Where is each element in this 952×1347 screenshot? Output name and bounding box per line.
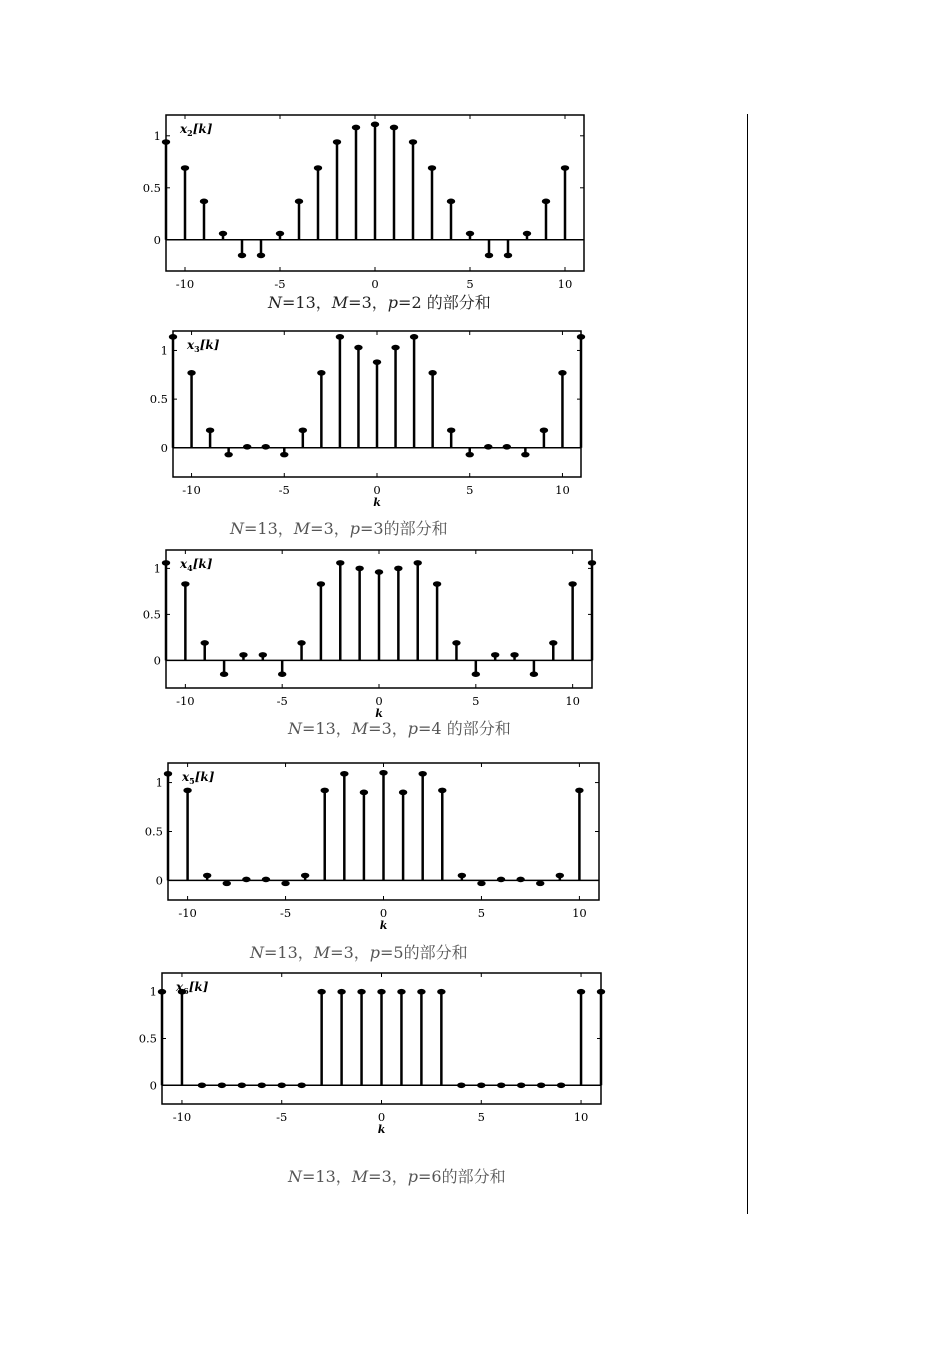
x-tick-label: 10 bbox=[572, 906, 587, 920]
stem-marker bbox=[243, 444, 251, 450]
stem-marker bbox=[410, 334, 418, 340]
stem-marker bbox=[485, 253, 493, 259]
y-tick-label: 0.5 bbox=[149, 392, 168, 407]
stem-marker bbox=[336, 334, 344, 340]
stem-marker bbox=[317, 581, 325, 587]
y-tick-label: 0.5 bbox=[144, 824, 163, 839]
stem-marker bbox=[497, 1082, 505, 1088]
x-tick-label: 0 bbox=[373, 483, 381, 497]
stem-marker bbox=[537, 1082, 545, 1088]
x-tick-label: 5 bbox=[472, 694, 480, 708]
x-tick-label: 0 bbox=[371, 277, 379, 291]
stem-marker bbox=[280, 452, 288, 458]
series-label: $x_3[k]$ bbox=[187, 338, 220, 354]
x-tick-label: 5 bbox=[477, 1110, 485, 1124]
x-tick-label: 10 bbox=[557, 277, 573, 291]
stem-marker bbox=[183, 788, 191, 794]
stem-marker bbox=[391, 345, 399, 351]
x-tick-label: -10 bbox=[172, 1110, 192, 1124]
y-tick-label: 0 bbox=[149, 1078, 157, 1093]
stem-marker bbox=[377, 989, 385, 995]
stem-marker bbox=[262, 444, 270, 450]
stem-marker bbox=[530, 671, 538, 677]
stem-marker bbox=[162, 560, 170, 566]
x-tick-label: -10 bbox=[175, 277, 195, 291]
stem-marker bbox=[187, 370, 195, 376]
series-label: $x_5[k]$ bbox=[182, 770, 215, 786]
x-axis-label: k bbox=[373, 496, 381, 509]
chart-caption: N=13，M=3，p=6的部分和 bbox=[288, 1167, 506, 1186]
x-tick-label: 5 bbox=[466, 277, 474, 291]
stem-marker bbox=[314, 165, 322, 171]
stem-marker bbox=[162, 139, 170, 145]
stem-marker bbox=[262, 877, 270, 883]
stem-marker bbox=[503, 444, 511, 450]
stem-marker bbox=[504, 253, 512, 259]
stem-marker bbox=[224, 452, 232, 458]
stem-marker bbox=[452, 640, 460, 646]
stem-marker bbox=[259, 652, 267, 658]
stem-marker bbox=[536, 881, 544, 887]
y-tick-label: 1 bbox=[149, 984, 157, 999]
series-label: $x_4[k]$ bbox=[180, 557, 213, 573]
stem-marker bbox=[557, 1082, 565, 1088]
x-tick-label: -10 bbox=[182, 483, 201, 497]
stem-marker bbox=[257, 253, 265, 259]
stem-marker bbox=[352, 125, 360, 131]
stem-marker bbox=[549, 640, 557, 646]
stem-marker bbox=[558, 370, 566, 376]
stem-marker bbox=[297, 1082, 305, 1088]
stem-marker bbox=[276, 231, 284, 237]
stem-marker bbox=[354, 345, 362, 351]
stem-marker bbox=[568, 581, 576, 587]
stem-marker bbox=[219, 231, 227, 237]
y-tick-label: 0.5 bbox=[142, 607, 161, 622]
stem-marker bbox=[418, 771, 426, 777]
stem-marker bbox=[561, 165, 569, 171]
x-tick-label: 0 bbox=[379, 906, 388, 920]
stem-marker bbox=[397, 989, 405, 995]
stem-marker bbox=[239, 652, 247, 658]
x-axis-label: k bbox=[377, 1123, 386, 1136]
stem-marker bbox=[540, 427, 548, 433]
series-label: $x_2[k]$ bbox=[180, 122, 213, 138]
chart-caption: N=13，M=3，p=2 的部分和 bbox=[268, 293, 491, 312]
stem-marker bbox=[414, 560, 422, 566]
stem-marker bbox=[357, 989, 365, 995]
stem-marker bbox=[200, 199, 208, 205]
stem-marker bbox=[238, 253, 246, 259]
stem-marker bbox=[278, 671, 286, 677]
stem-marker bbox=[575, 788, 583, 794]
stem-marker bbox=[390, 125, 398, 131]
stem-marker bbox=[258, 1082, 266, 1088]
x-tick-label: 0 bbox=[375, 694, 383, 708]
stem-marker bbox=[242, 877, 250, 883]
stem-marker bbox=[458, 873, 466, 879]
stem-marker bbox=[457, 1082, 465, 1088]
stem-marker bbox=[301, 873, 309, 879]
stem-marker bbox=[597, 989, 605, 995]
stem-marker bbox=[466, 231, 474, 237]
stem-marker bbox=[360, 790, 368, 796]
chart-caption: N=13，M=3，p=3的部分和 bbox=[230, 519, 448, 538]
stem-marker bbox=[158, 989, 166, 995]
y-tick-label: 0 bbox=[160, 440, 168, 455]
stem-marker bbox=[337, 989, 345, 995]
stem-marker bbox=[577, 989, 585, 995]
stem-marker bbox=[542, 199, 550, 205]
x-axis-label: k bbox=[375, 707, 383, 720]
stem-marker bbox=[477, 881, 485, 887]
stem-marker bbox=[203, 873, 211, 879]
y-tick-label: 0.5 bbox=[138, 1031, 157, 1046]
y-tick-label: 1 bbox=[153, 128, 161, 143]
stem-marker bbox=[299, 427, 307, 433]
stem-marker bbox=[472, 671, 480, 677]
stem-marker bbox=[577, 334, 585, 340]
stem-marker bbox=[206, 427, 214, 433]
y-tick-label: 0 bbox=[153, 232, 161, 247]
stem-marker bbox=[201, 640, 209, 646]
y-tick-label: 1 bbox=[155, 775, 163, 790]
y-tick-label: 0 bbox=[155, 873, 163, 888]
y-tick-label: 1 bbox=[160, 343, 168, 358]
stem-marker bbox=[371, 122, 379, 128]
stem-marker bbox=[510, 652, 518, 658]
x-axis-label: k bbox=[379, 919, 388, 932]
x-tick-label: -5 bbox=[279, 906, 292, 920]
x-tick-label: 0 bbox=[377, 1110, 386, 1124]
stem-marker bbox=[428, 165, 436, 171]
stem-marker bbox=[181, 581, 189, 587]
stem-marker bbox=[181, 165, 189, 171]
x-tick-label: 5 bbox=[477, 906, 486, 920]
stem-marker bbox=[447, 199, 455, 205]
stem-marker bbox=[336, 560, 344, 566]
stem-chart-3 bbox=[126, 540, 602, 730]
stem-marker bbox=[438, 788, 446, 794]
stem-chart-2 bbox=[133, 321, 591, 519]
stem-marker bbox=[556, 873, 564, 879]
y-tick-label: 1 bbox=[153, 561, 161, 576]
stem-chart-1 bbox=[126, 105, 594, 313]
chart-caption: N=13，M=3，p=5的部分和 bbox=[250, 943, 468, 962]
stem-marker bbox=[321, 788, 329, 794]
stem-marker bbox=[394, 566, 402, 572]
stem-marker bbox=[484, 444, 492, 450]
x-tick-label: -10 bbox=[176, 694, 195, 708]
x-tick-label: -5 bbox=[278, 483, 290, 497]
stem-marker bbox=[437, 989, 445, 995]
stem-chart-4 bbox=[128, 753, 609, 942]
stem-marker bbox=[433, 581, 441, 587]
stem-marker bbox=[447, 427, 455, 433]
stem-marker bbox=[220, 671, 228, 677]
stem-marker bbox=[375, 569, 383, 575]
stem-marker bbox=[333, 139, 341, 145]
x-tick-label: -10 bbox=[178, 906, 197, 920]
stem-marker bbox=[169, 334, 177, 340]
stem-marker bbox=[218, 1082, 226, 1088]
chart-caption: N=13，M=3，p=4 的部分和 bbox=[288, 719, 511, 738]
stem-marker bbox=[317, 370, 325, 376]
stem-marker bbox=[373, 359, 381, 365]
stem-marker bbox=[517, 1082, 525, 1088]
page-divider-line bbox=[747, 114, 748, 1214]
stem-chart-5 bbox=[122, 963, 611, 1146]
y-tick-label: 0 bbox=[153, 653, 161, 668]
stem-marker bbox=[164, 771, 172, 777]
stem-marker bbox=[355, 566, 363, 572]
stem-marker bbox=[340, 771, 348, 777]
stem-marker bbox=[295, 199, 303, 205]
x-tick-label: 10 bbox=[573, 1110, 589, 1124]
stem-marker bbox=[317, 989, 325, 995]
x-tick-label: 5 bbox=[466, 483, 474, 497]
stem-marker bbox=[223, 881, 231, 887]
x-tick-label: 10 bbox=[565, 694, 580, 708]
series-label: $x_6[k]$ bbox=[176, 980, 209, 996]
stem-marker bbox=[523, 231, 531, 237]
stem-marker bbox=[409, 139, 417, 145]
stem-marker bbox=[278, 1082, 286, 1088]
x-tick-label: -5 bbox=[276, 694, 288, 708]
y-tick-label: 0.5 bbox=[142, 180, 161, 195]
stem-marker bbox=[399, 790, 407, 796]
x-tick-label: 10 bbox=[555, 483, 570, 497]
stem-marker bbox=[516, 877, 524, 883]
stem-marker bbox=[491, 652, 499, 658]
stem-marker bbox=[417, 989, 425, 995]
stem-marker bbox=[477, 1082, 485, 1088]
stem-marker bbox=[238, 1082, 246, 1088]
stem-marker bbox=[297, 640, 305, 646]
stem-marker bbox=[466, 452, 474, 458]
x-tick-label: -5 bbox=[274, 277, 286, 291]
stem-marker bbox=[497, 877, 505, 883]
stem-marker bbox=[428, 370, 436, 376]
stem-marker bbox=[281, 881, 289, 887]
x-tick-label: -5 bbox=[276, 1110, 288, 1124]
stem-marker bbox=[198, 1082, 206, 1088]
stem-marker bbox=[379, 770, 387, 776]
stem-marker bbox=[588, 560, 596, 566]
stem-marker bbox=[521, 452, 529, 458]
